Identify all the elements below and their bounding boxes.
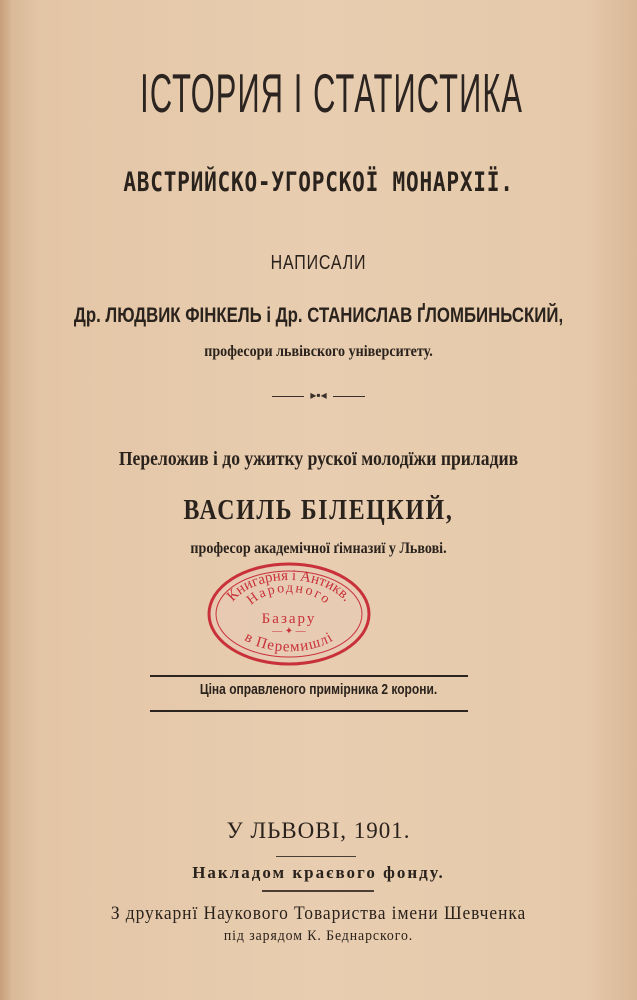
written-by-label: НАПИСАЛИ (270, 252, 367, 274)
printer: З друкарнї Наукового Товариства імени Шевченка (110, 903, 527, 924)
stamp-line-1: Книгарня і Антикв. (223, 567, 355, 605)
price-rule-top (150, 675, 468, 677)
publisher-rule (262, 890, 374, 892)
page-edge (0, 0, 14, 1000)
translator-role: професор академічної ґімназиї у Львові. (190, 540, 447, 557)
city-rule (276, 856, 356, 857)
price-note: Ціна оправленого примірника 2 корони. (199, 681, 438, 698)
book-subtitle: АВСТРИЙСКО-УГОРСКОЇ МОНАРХІЇ. (123, 167, 514, 198)
ornament-divider: ▸▪◂ (0, 388, 637, 403)
stamp-line-2: Народного (244, 580, 334, 609)
stamp-ornament: — ✦ — (272, 626, 306, 637)
authors: Др. ЛЮДВИК ФІНКЕЛЬ і Др. СТАНИСЛАВ ҐЛОМБИНЬСКИЙ, (73, 304, 564, 327)
stamp-line-4: в Перемишлі (241, 629, 337, 656)
stamp-line-3: Базару (261, 611, 317, 627)
bookseller-stamp (205, 560, 373, 668)
translator-name: ВАСИЛЬ БІЛЕЦКИЙ, (183, 495, 454, 526)
authors-role: професори львівского університету. (204, 343, 433, 360)
publisher: Накладом краєвого фонду. (192, 863, 445, 882)
book-title: ІСТОРИЯ І СТАТИСТИКА (140, 62, 524, 124)
city-year: У ЛЬВОВІ, 1901. (226, 818, 411, 843)
translation-note: Переложив і до ужитку рускої молодїжи приладив (118, 448, 519, 470)
price-rule-bottom (150, 710, 468, 712)
printer-manager: під зарядом К. Беднарского. (223, 928, 414, 944)
